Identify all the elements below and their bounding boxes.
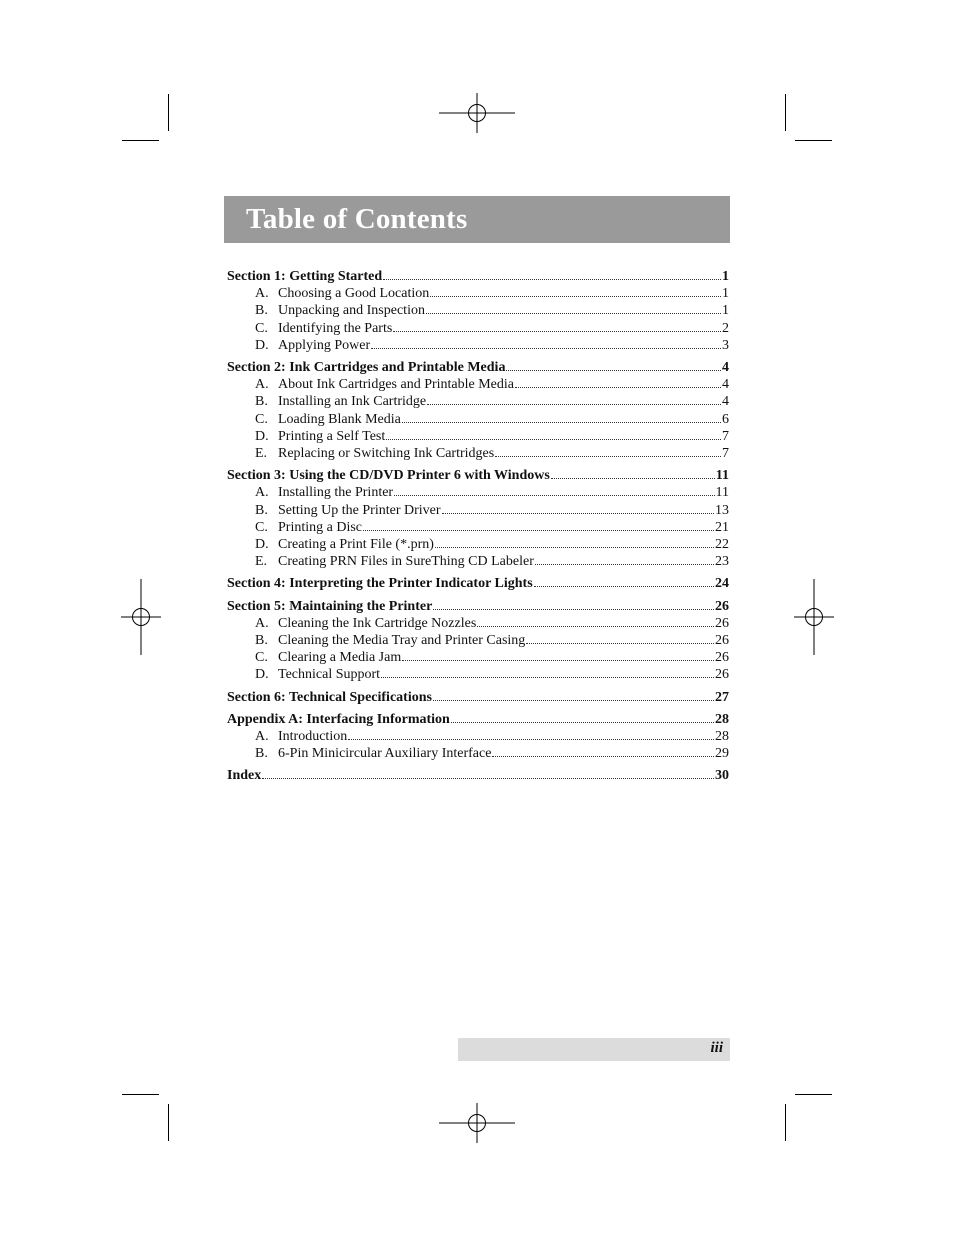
leader-dots xyxy=(386,428,721,440)
toc-page-number: 28 xyxy=(715,711,729,727)
leader-dots xyxy=(393,320,721,332)
leader-dots xyxy=(451,711,714,723)
toc-page-number: 11 xyxy=(715,485,729,501)
leader-dots xyxy=(534,575,714,587)
toc-entry-letter: A. xyxy=(255,729,269,745)
leader-dots xyxy=(526,632,714,644)
toc-entry-label: Creating PRN Files in SureThing CD Labeler xyxy=(278,554,534,570)
toc-page-number: 4 xyxy=(722,394,729,410)
leader-dots xyxy=(430,285,721,297)
toc-entry-letter: A. xyxy=(255,286,269,302)
leader-dots xyxy=(433,598,714,610)
toc-entry-label: Clearing a Media Jam xyxy=(278,650,402,666)
toc-entry-letter: B. xyxy=(255,502,268,518)
toc-section-heading[interactable] xyxy=(227,689,729,706)
toc-entry-label: Setting Up the Printer Driver xyxy=(278,502,441,518)
leader-dots xyxy=(477,615,714,627)
toc-page-number: 30 xyxy=(715,768,729,784)
toc-entry-letter: B. xyxy=(255,746,268,762)
toc-entry-letter: D. xyxy=(255,667,269,683)
registration-mark-icon xyxy=(103,579,179,655)
toc-entry-letter: D. xyxy=(255,428,269,444)
leader-dots xyxy=(442,502,714,514)
toc-page-number: 1 xyxy=(722,269,729,284)
toc-subentry[interactable] xyxy=(227,445,729,462)
toc-page-number: 24 xyxy=(715,576,729,592)
toc-section xyxy=(227,575,729,592)
toc-subentry[interactable] xyxy=(227,666,729,683)
toc-page-number: 26 xyxy=(715,615,729,631)
leader-dots xyxy=(506,359,721,371)
toc-page-number: 7 xyxy=(722,428,729,444)
leader-dots xyxy=(515,376,721,388)
toc-section-heading[interactable] xyxy=(227,268,729,285)
leader-dots xyxy=(371,337,721,349)
toc-page-number: 1 xyxy=(722,286,729,302)
toc-page-number: 2 xyxy=(722,320,729,336)
registration-mark-icon xyxy=(439,1085,515,1161)
toc-subentry[interactable] xyxy=(227,632,729,649)
toc-section-heading[interactable] xyxy=(227,711,729,728)
toc-subentry[interactable] xyxy=(227,393,729,410)
toc-subentry[interactable] xyxy=(227,519,729,536)
toc-entry-letter: B. xyxy=(255,633,268,649)
toc-page-number: 1 xyxy=(722,303,729,319)
leader-dots xyxy=(402,411,721,423)
toc-entry-letter: A. xyxy=(255,377,269,393)
toc-page-number: 7 xyxy=(722,446,729,462)
toc-entry-label: 6-Pin Minicircular Auxiliary Interface xyxy=(278,746,492,762)
toc-page-number: 22 xyxy=(715,537,729,553)
toc-section-heading[interactable] xyxy=(227,359,729,376)
toc-subentry[interactable] xyxy=(227,337,729,354)
toc-subentry[interactable] xyxy=(227,285,729,302)
toc-section-heading[interactable] xyxy=(227,767,729,784)
toc-page-number: 26 xyxy=(715,650,729,666)
toc-page-number: 26 xyxy=(715,667,729,683)
leader-dots xyxy=(551,467,715,479)
toc-page-number: 21 xyxy=(715,519,729,535)
toc-entry-label: Cleaning the Ink Cartridge Nozzles xyxy=(278,615,477,631)
crop-mark xyxy=(168,1104,169,1141)
toc-entry-label: Index xyxy=(227,768,262,784)
toc-entry-label: About Ink Cartridges and Printable Media xyxy=(278,377,515,393)
toc-entry-label: Section 1: Getting Started xyxy=(227,269,383,284)
crop-mark xyxy=(168,94,169,131)
toc-entry-letter: C. xyxy=(255,519,268,535)
toc-page-number: 26 xyxy=(715,598,729,614)
toc-entry-label: Installing the Printer xyxy=(278,485,394,501)
toc-entry-letter: E. xyxy=(255,554,268,570)
toc-section xyxy=(227,767,729,784)
toc-section-heading[interactable] xyxy=(227,598,729,615)
crop-mark xyxy=(795,1094,832,1095)
toc-entry-label: Introduction xyxy=(278,729,348,745)
toc-entry-letter: A. xyxy=(255,615,269,631)
toc-page-number: 29 xyxy=(715,746,729,762)
toc-page-number: 26 xyxy=(715,633,729,649)
toc-entry-label: Choosing a Good Location xyxy=(278,286,430,302)
toc-entry-label: Installing an Ink Cartridge xyxy=(278,394,427,410)
toc-entry-label: Applying Power xyxy=(278,337,371,353)
toc-page-number: 4 xyxy=(722,360,729,376)
toc-page-number: 4 xyxy=(722,377,729,393)
toc-entry-label: Appendix A: Interfacing Information xyxy=(227,711,450,727)
toc-subentry[interactable] xyxy=(227,553,729,570)
toc-subentry[interactable] xyxy=(227,302,729,319)
toc-subentry[interactable] xyxy=(227,502,729,519)
title-banner xyxy=(224,196,730,243)
toc-subentry[interactable] xyxy=(227,536,729,553)
toc-page-number: 28 xyxy=(715,729,729,745)
toc-entry-letter: A. xyxy=(255,485,269,501)
toc-subentry[interactable] xyxy=(227,745,729,762)
toc-entry-letter: D. xyxy=(255,537,269,553)
toc-entry-label: Creating a Print File (*.prn) xyxy=(278,537,434,553)
crop-mark xyxy=(122,140,159,141)
leader-dots xyxy=(535,553,714,565)
crop-mark xyxy=(785,1104,786,1141)
toc-page-number: 23 xyxy=(715,554,729,570)
toc-subentry[interactable] xyxy=(227,728,729,745)
toc-page-number: 3 xyxy=(722,337,729,353)
toc-section xyxy=(227,689,729,706)
toc-section-heading[interactable] xyxy=(227,467,729,484)
toc-entry-label: Section 3: Using the CD/DVD Printer 6 with Windows xyxy=(227,468,550,484)
leader-dots xyxy=(435,536,714,548)
toc-subentry[interactable] xyxy=(227,649,729,666)
toc-entry-label: Cleaning the Media Tray and Printer Casing xyxy=(278,633,526,649)
toc-page-number: 6 xyxy=(722,411,729,427)
toc-section xyxy=(227,359,729,462)
leader-dots xyxy=(383,268,721,280)
leader-dots xyxy=(492,745,714,757)
toc-entry-label: Section 6: Technical Specifications xyxy=(227,689,432,705)
toc-page-number: 27 xyxy=(715,689,729,705)
leader-dots xyxy=(348,728,714,740)
toc-entry-label: Replacing or Switching Ink Cartridges xyxy=(278,446,495,462)
toc-entry-label: Loading Blank Media xyxy=(278,411,401,427)
toc-subentry[interactable] xyxy=(227,376,729,393)
toc-subentry[interactable] xyxy=(227,615,729,632)
toc-entry-label: Technical Support xyxy=(278,667,381,683)
page-number: iii xyxy=(710,1040,723,1056)
leader-dots xyxy=(495,445,721,457)
leader-dots xyxy=(262,767,714,779)
toc-entry-letter: C. xyxy=(255,411,268,427)
toc-subentry[interactable] xyxy=(227,428,729,445)
toc-entry-letter: B. xyxy=(255,303,268,319)
toc-subentry[interactable] xyxy=(227,484,729,501)
crop-mark xyxy=(795,140,832,141)
toc-entry-letter: E. xyxy=(255,446,268,462)
crop-mark xyxy=(122,1094,159,1095)
page-title: Table of Contents xyxy=(246,203,468,235)
toc-section xyxy=(227,268,729,354)
leader-dots xyxy=(381,666,714,678)
leader-dots xyxy=(426,302,721,314)
toc-entry-label: Unpacking and Inspection xyxy=(278,303,425,319)
toc-entry-label: Identifying the Parts xyxy=(278,320,393,336)
toc-entry-letter: C. xyxy=(255,320,268,336)
toc-subentry[interactable] xyxy=(227,320,729,337)
toc-section xyxy=(227,467,729,570)
toc-entry-label: Printing a Self Test xyxy=(278,428,386,444)
toc-subentry[interactable] xyxy=(227,411,729,428)
leader-dots xyxy=(427,393,721,405)
toc-section xyxy=(227,598,729,684)
registration-mark-icon xyxy=(439,75,515,151)
toc-entry-label: Section 5: Maintaining the Printer xyxy=(227,598,433,614)
leader-dots xyxy=(394,484,714,496)
toc-entry-letter: C. xyxy=(255,650,268,666)
footer-bar xyxy=(458,1038,730,1061)
toc-section xyxy=(227,711,729,763)
crop-mark xyxy=(785,94,786,131)
table-of-contents xyxy=(227,268,729,790)
toc-page-number: 13 xyxy=(715,502,729,518)
leader-dots xyxy=(363,519,714,531)
registration-mark-icon xyxy=(776,579,852,655)
toc-section-heading[interactable] xyxy=(227,575,729,592)
toc-entry-label: Printing a Disc xyxy=(278,519,362,535)
toc-entry-label: Section 4: Interpreting the Printer Indicator Lights xyxy=(227,576,533,592)
leader-dots xyxy=(402,649,714,661)
toc-entry-letter: D. xyxy=(255,337,269,353)
leader-dots xyxy=(433,689,714,701)
toc-entry-letter: B. xyxy=(255,394,268,410)
toc-page-number: 11 xyxy=(715,468,729,484)
toc-entry-label: Section 2: Ink Cartridges and Printable Media xyxy=(227,360,506,376)
